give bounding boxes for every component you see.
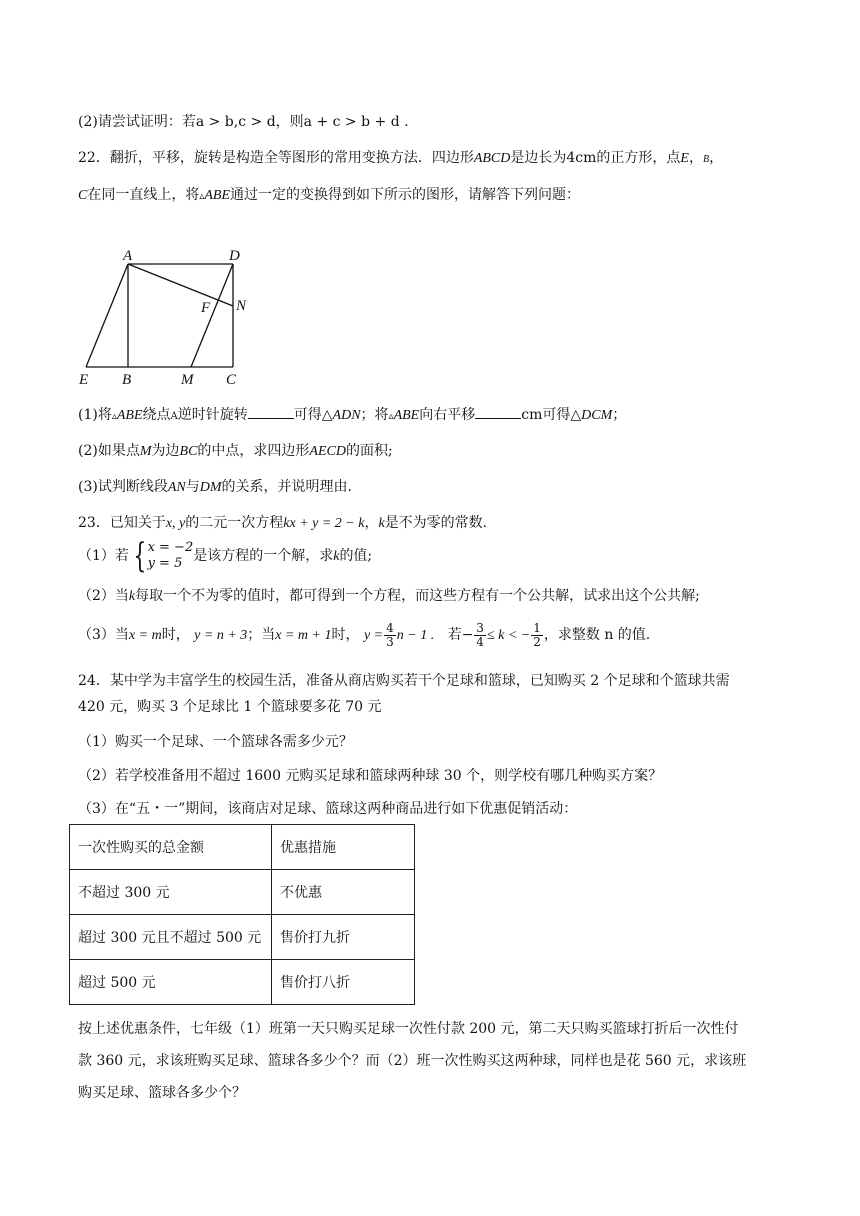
- q24-after-line3: 购买足球、篮球各多少个？: [78, 1085, 246, 1101]
- q23-part2: （2）当k每取一个不为零的值时，都可得到一个方程，而这些方程有一个公共解，试求出这个公共解;: [78, 588, 700, 604]
- table-cell: 一次性购买的总金额: [70, 825, 272, 870]
- label-f: F: [201, 300, 211, 316]
- q22-part3: (3)试判断线段AN与DM的关系，并说明理由.: [78, 479, 352, 495]
- q23-intro: 23．已知关于x, y的二元一次方程kx + y = 2 − k，k是不为零的常数.: [78, 515, 488, 531]
- table-row: [70, 825, 415, 870]
- table-cell: 售价打九折: [272, 915, 415, 960]
- q24-after-line2: 款 360 元，求该班购买足球、篮球各多少个？而（2）班一次性购买这两种球，同样也是花 560 元，求该班: [78, 1053, 747, 1069]
- segment-ae: [86, 264, 128, 367]
- q24-part3: （3）在“五・一”期间，该商店对足球、篮球这两种商品进行如下优惠促销活动：: [78, 801, 578, 817]
- q23-part3: （3）当x = m时， y = n + 3；当x = m + 1时， y = $\frac{4}{3}$ n − 1 . 若− $\frac{3}{4}$ ≤ k < − $\frac{1}{2}$ ，求整数 n 的值.: [78, 620, 651, 649]
- q21-part2: (2)请尝试证明：若a > b,c > d，则a + c > b + d .: [78, 114, 409, 130]
- table-row: [70, 870, 415, 915]
- q22-intro-line2: C在同一直线上，将▵ABE通过一定的变换得到如下所示的图形，请解答下列问题：: [78, 187, 581, 203]
- label-d: D: [229, 248, 240, 264]
- q24-intro-line1: 24．某中学为丰富学生的校园生活，准备从商店购买若干个足球和篮球，已知购买 2 个足球和个篮球共需: [78, 673, 730, 689]
- segment-an: [128, 264, 233, 306]
- table-cell: 优惠措施: [272, 825, 415, 870]
- label-c: C: [226, 372, 237, 388]
- q23-part1: （1）若 { x = −2 y = 5 是该方程的一个解，求k的值;: [78, 536, 373, 576]
- table-cell: 超过 300 元且不超过 500 元: [70, 915, 272, 960]
- label-m: M: [181, 372, 194, 388]
- table-cell: 超过 500 元: [70, 960, 272, 1005]
- discount-table: [69, 824, 415, 1005]
- table-cell: 不优惠: [272, 870, 415, 915]
- q24-intro-line2: 420 元，购买 3 个足球比 1 个篮球要多花 70 元: [78, 699, 382, 715]
- label-b: B: [122, 372, 132, 388]
- table-row: [70, 915, 415, 960]
- table-cell: 售价打八折: [272, 960, 415, 1005]
- q22-part2: (2)如果点M为边BC的中点，求四边形AECD的面积;: [78, 443, 393, 459]
- table-row: [70, 960, 415, 1005]
- q24-after-line1: 按上述优惠条件，七年级（1）班第一天只购买足球一次性付款 200 元，第二天只购买篮球打折后一次性付: [78, 1021, 739, 1037]
- label-n: N: [236, 298, 247, 314]
- segment-dm: [191, 264, 233, 367]
- q24-part2: （2）若学校准备用不超过 1600 元购买足球和篮球两种球 30 个，则学校有哪几种购买方案？: [78, 768, 663, 784]
- label-a: A: [123, 248, 133, 264]
- q24-part1: （1）购买一个足球、一个篮球各需多少元？: [78, 734, 353, 750]
- q22-part1: (1)将▵ABE绕点A逆时针旋转 可得△ADN；将▵ABE向右平移 cm可得△DCM；: [78, 404, 626, 427]
- table-cell: 不超过 300 元: [70, 870, 272, 915]
- label-e: E: [79, 372, 89, 388]
- q22-intro-line1: 22．翻折，平移，旋转是构造全等图形的常用变换方法．四边形ABCD是边长为4cm的正方形，点E，B，: [78, 150, 724, 166]
- q22-geometry-figure: [70, 240, 270, 390]
